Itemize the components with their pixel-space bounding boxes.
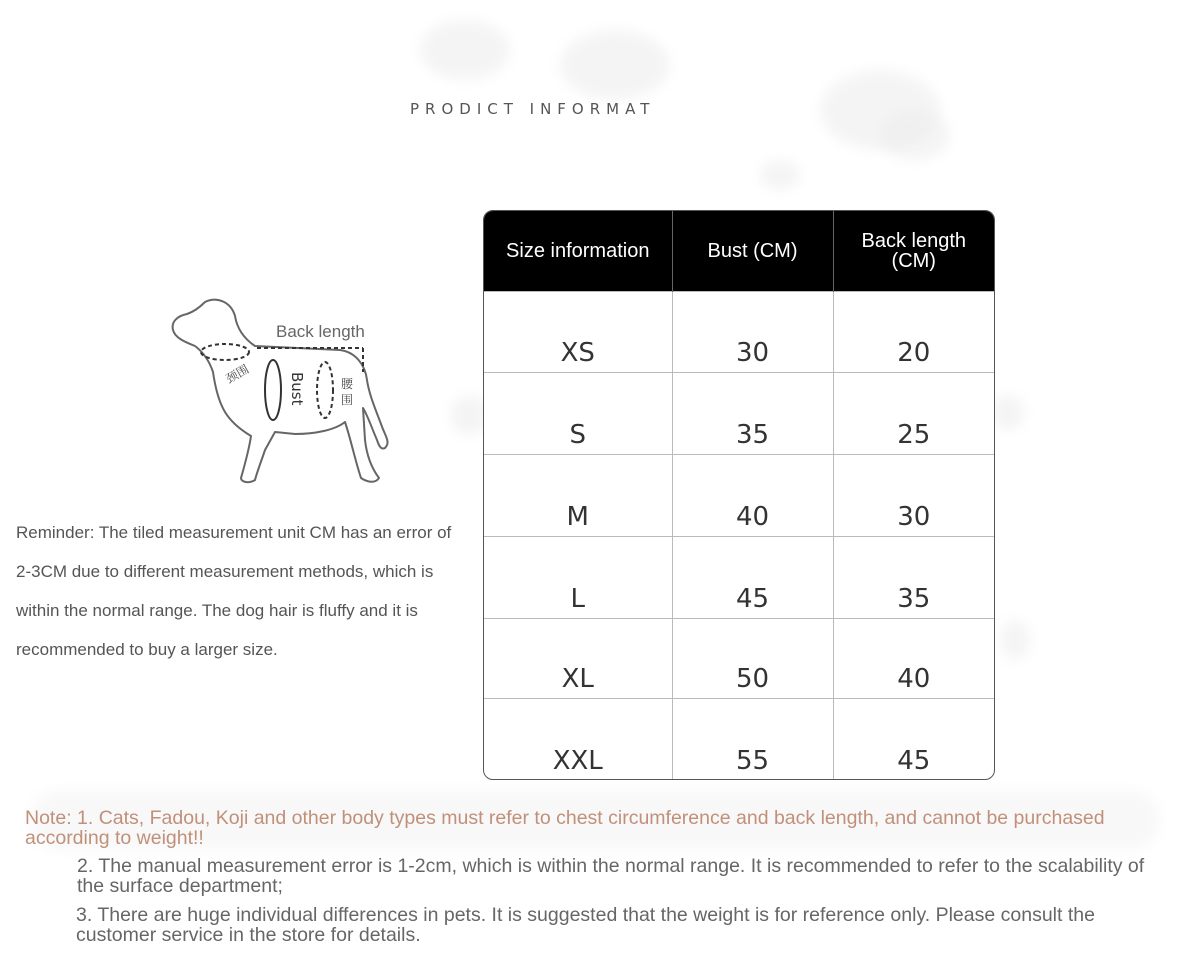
header-back-length: Back length (CM) [833,211,994,292]
table-header-row [484,211,994,292]
dog-measurement-diagram [165,290,405,490]
header-bust: Bust (CM) [672,211,833,292]
size-cell: XXL [484,699,672,780]
background-paw-decoration [990,395,1025,430]
table-row [484,373,994,455]
table-row [484,455,994,537]
bust-cell: 50 [672,619,833,699]
size-cell: L [484,537,672,619]
back-length-cell: 45 [833,699,994,780]
neck-measure-line [201,344,249,360]
waist-label-top: 腰 [341,377,354,391]
bust-cell: 35 [672,373,833,455]
bust-cell: 45 [672,537,833,619]
background-paw-decoration [880,110,950,160]
header-size-information: Size information [484,211,672,292]
background-paw-decoration [1000,620,1030,660]
note-measurement-error: 2. The manual measurement error is 1-2cm, which is within the normal range. It is recommended to refer to the scalability of the surface department; [77,855,1145,897]
bust-label: Bust [288,372,306,406]
back-length-label: Back length [276,322,365,341]
back-length-cell: 35 [833,537,994,619]
bust-measure-line [265,360,281,420]
back-length-cell: 40 [833,619,994,699]
table-row [484,699,994,780]
back-length-cell: 20 [833,292,994,373]
size-cell: XS [484,292,672,373]
background-paw-decoration [560,30,670,100]
note-individual-differences: 3. There are huge individual differences in pets. It is suggested that the weight is for reference only. Please consult the customer service in the store for details. [76,904,1095,946]
bust-cell: 30 [672,292,833,373]
waist-measure-line [317,362,333,418]
neck-label: 颈围 [223,361,252,387]
size-cell: S [484,373,672,455]
background-paw-decoration [420,20,510,80]
size-chart-table [484,211,994,780]
page-title: PRODICT INFORMAT [410,100,656,118]
bust-cell: 40 [672,455,833,537]
table-row [484,537,994,619]
bust-cell: 55 [672,699,833,780]
reminder-text: Reminder: The tiled measurement unit CM has an error of 2-3CM due to different measurement methods, which is within the normal range. The dog hair is fluffy and it is recommended to buy a larger size. [16,523,452,659]
waist-label-bottom: 围 [341,393,354,407]
background-paw-decoration [760,160,800,190]
size-cell: XL [484,619,672,699]
table-row [484,619,994,699]
note-weight-warning: Note: 1. Cats, Fadou, Koji and other body types must refer to chest circumference and back length, and cannot be purchased according to weight!! [25,807,1105,849]
size-table [483,210,995,780]
back-length-cell: 30 [833,455,994,537]
table-row [484,292,994,373]
back-length-cell: 25 [833,373,994,455]
size-cell: M [484,455,672,537]
